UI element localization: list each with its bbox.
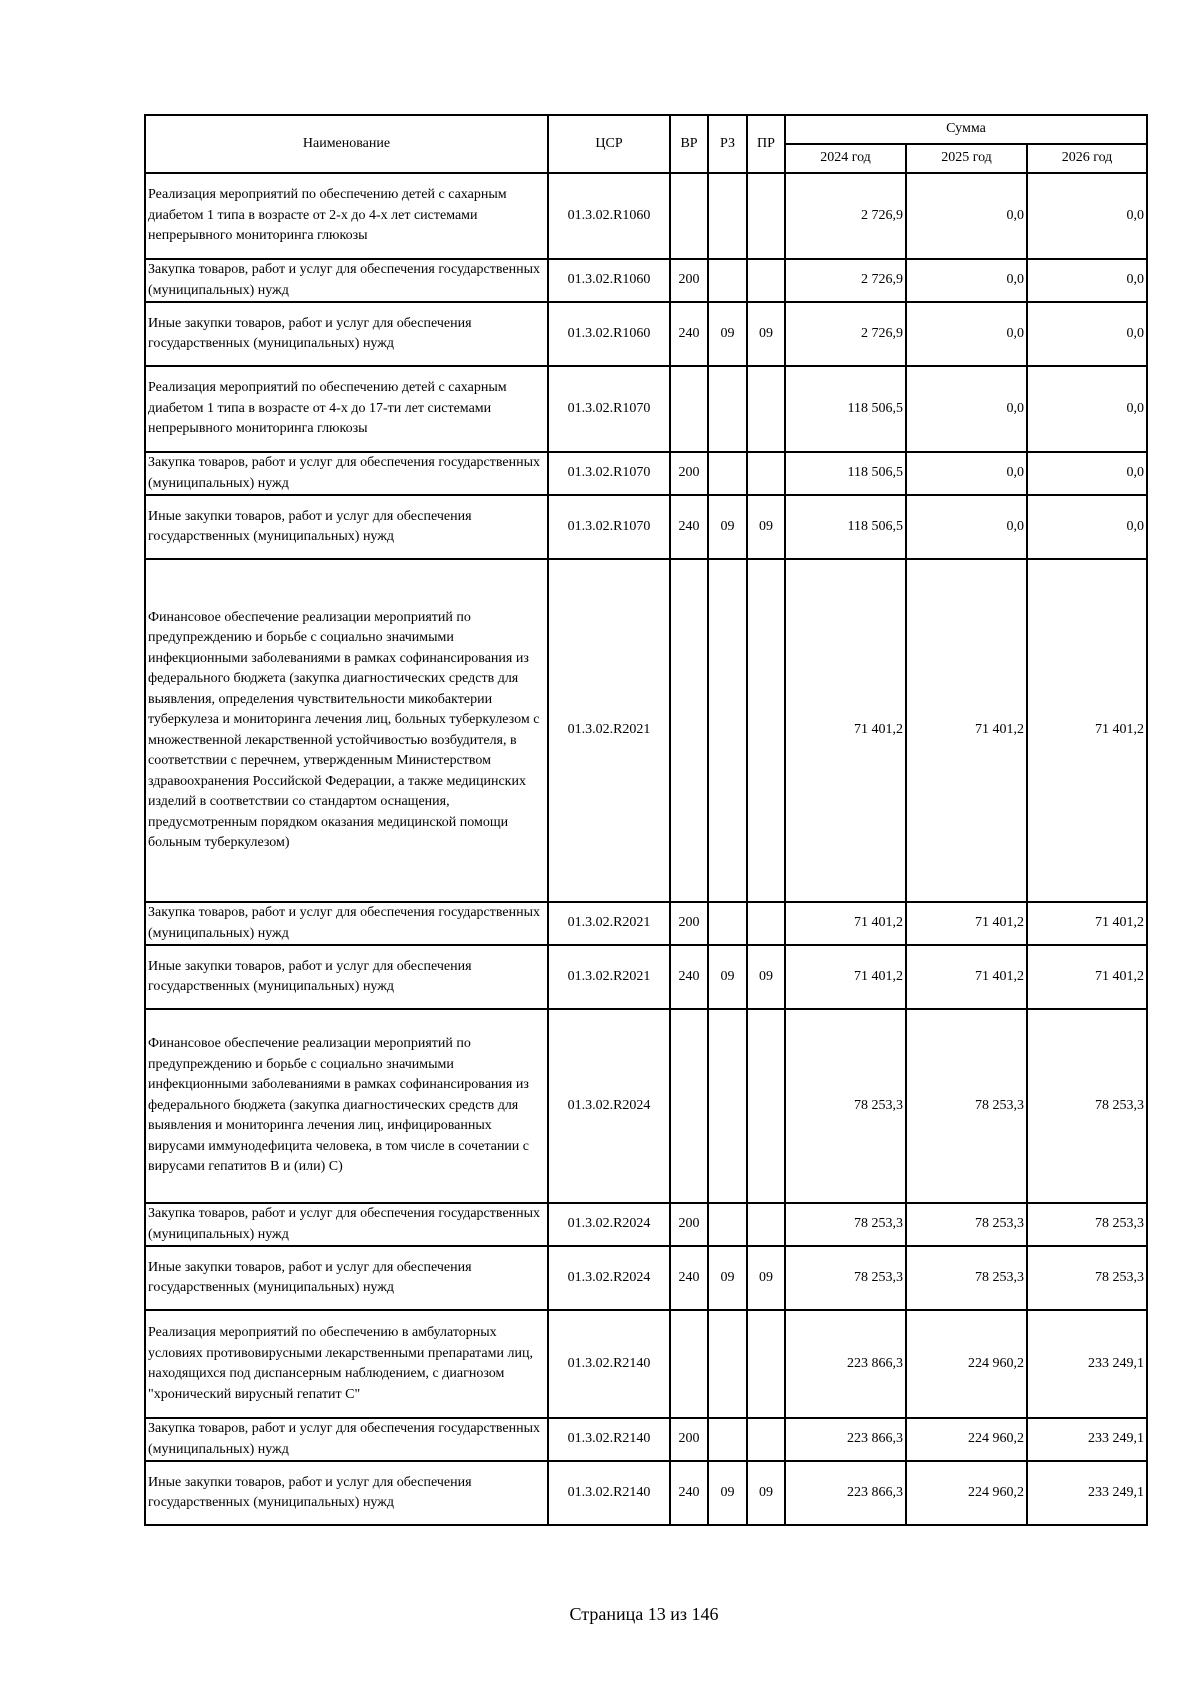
- row-sum-2026: 78 253,3: [1027, 1009, 1147, 1203]
- table-row: [145, 495, 1147, 559]
- row-sum-2026: 71 401,2: [1027, 559, 1147, 902]
- row-csr: 01.3.02.R2140: [548, 1461, 670, 1525]
- table-row: [145, 1418, 1147, 1461]
- row-name: Иные закупки товаров, работ и услуг для обеспечения государственных (муниципальных) нужд: [145, 945, 548, 1009]
- row-sum-2026: 0,0: [1027, 366, 1147, 452]
- row-name: Финансовое обеспечение реализации мероприятий по предупреждению и борьбе с социально значимыми инфекционными заболеваниями в рамках софинансирования из федерального бюджета (закупка диагностических средств для выявления, определения чувствительности микобактерии туберкулеза и мониторинга лечения лиц, больных туберкулезом с множественной лекарственной устойчивостью возбудителя, в соответствии с перечнем, утвержденным Министерством здравоохранения Российской Федерации, а также медицинских изделий в соответствии со стандартом оснащения, предусмотренным порядком оказания медицинской помощи больным туберкулезом): [145, 559, 548, 902]
- row-csr: 01.3.02.R2021: [548, 945, 670, 1009]
- row-name: Закупка товаров, работ и услуг для обеспечения государственных (муниципальных) нужд: [145, 1418, 548, 1461]
- row-sum-2026: 71 401,2: [1027, 902, 1147, 945]
- row-sum-2025: 71 401,2: [906, 902, 1027, 945]
- row-rz: [708, 452, 747, 495]
- row-pr: [747, 1009, 785, 1203]
- row-sum-2026: 0,0: [1027, 495, 1147, 559]
- row-rz: 09: [708, 302, 747, 366]
- row-rz: [708, 1009, 747, 1203]
- row-vr: 240: [670, 1246, 708, 1310]
- header-csr: ЦСР: [548, 115, 670, 173]
- row-pr: [747, 1203, 785, 1246]
- row-sum-2024: 223 866,3: [785, 1461, 906, 1525]
- row-sum-2024: 71 401,2: [785, 559, 906, 902]
- row-vr: [670, 173, 708, 259]
- row-vr: [670, 366, 708, 452]
- table-row: [145, 1461, 1147, 1525]
- row-name: Иные закупки товаров, работ и услуг для обеспечения государственных (муниципальных) нужд: [145, 1461, 548, 1525]
- row-csr: 01.3.02.R2024: [548, 1246, 670, 1310]
- row-sum-2024: 118 506,5: [785, 452, 906, 495]
- row-csr: 01.3.02.R1070: [548, 495, 670, 559]
- header-name: Наименование: [145, 115, 548, 173]
- row-sum-2026: 71 401,2: [1027, 945, 1147, 1009]
- row-vr: [670, 1009, 708, 1203]
- row-sum-2025: 0,0: [906, 495, 1027, 559]
- row-sum-2024: 118 506,5: [785, 366, 906, 452]
- row-sum-2025: 78 253,3: [906, 1246, 1027, 1310]
- row-csr: 01.3.02.R1070: [548, 366, 670, 452]
- header-pr: ПР: [747, 115, 785, 173]
- row-pr: 09: [747, 495, 785, 559]
- row-vr: 200: [670, 902, 708, 945]
- row-name: Реализация мероприятий по обеспечению детей с сахарным диабетом 1 типа в возрасте от 2-х до 4-х лет системами непрерывного мониторинга глюкозы: [145, 173, 548, 259]
- row-name: Закупка товаров, работ и услуг для обеспечения государственных (муниципальных) нужд: [145, 259, 548, 302]
- row-rz: [708, 559, 747, 902]
- row-name: Реализация мероприятий по обеспечению детей с сахарным диабетом 1 типа в возрасте от 4-х до 17-ти лет системами непрерывного мониторинга глюкозы: [145, 366, 548, 452]
- row-vr: 200: [670, 452, 708, 495]
- row-name: Закупка товаров, работ и услуг для обеспечения государственных (муниципальных) нужд: [145, 452, 548, 495]
- budget-table: [144, 114, 1148, 1526]
- table-row: [145, 173, 1147, 259]
- row-pr: [747, 452, 785, 495]
- row-rz: 09: [708, 1246, 747, 1310]
- row-name: Закупка товаров, работ и услуг для обеспечения государственных (муниципальных) нужд: [145, 902, 548, 945]
- row-sum-2024: 78 253,3: [785, 1246, 906, 1310]
- row-sum-2026: 233 249,1: [1027, 1310, 1147, 1418]
- table-row: [145, 559, 1147, 902]
- row-csr: 01.3.02.R2021: [548, 902, 670, 945]
- row-vr: 240: [670, 495, 708, 559]
- page-number: Страница 13 из 146: [569, 1604, 719, 1624]
- row-pr: 09: [747, 945, 785, 1009]
- row-sum-2025: 224 960,2: [906, 1461, 1027, 1525]
- table-row: [145, 1246, 1147, 1310]
- row-rz: [708, 366, 747, 452]
- row-vr: 200: [670, 1418, 708, 1461]
- row-csr: 01.3.02.R2140: [548, 1310, 670, 1418]
- row-csr: 01.3.02.R2024: [548, 1203, 670, 1246]
- row-sum-2026: 0,0: [1027, 259, 1147, 302]
- row-name: Закупка товаров, работ и услуг для обеспечения государственных (муниципальных) нужд: [145, 1203, 548, 1246]
- row-pr: [747, 173, 785, 259]
- row-pr: [747, 1310, 785, 1418]
- row-sum-2025: 78 253,3: [906, 1203, 1027, 1246]
- row-name: Реализация мероприятий по обеспечению в амбулаторных условиях противовирусными лекарственными препаратами лиц, находящихся под диспансерным наблюдением, с диагнозом "хронический вирусный гепатит C": [145, 1310, 548, 1418]
- table-body: [145, 173, 1147, 1525]
- row-csr: 01.3.02.R1060: [548, 259, 670, 302]
- table-row: [145, 259, 1147, 302]
- row-pr: [747, 1418, 785, 1461]
- table-row: [145, 1310, 1147, 1418]
- row-sum-2025: 224 960,2: [906, 1418, 1027, 1461]
- row-rz: [708, 173, 747, 259]
- row-sum-2024: 2 726,9: [785, 173, 906, 259]
- row-sum-2024: 223 866,3: [785, 1310, 906, 1418]
- row-rz: [708, 1418, 747, 1461]
- row-vr: 200: [670, 259, 708, 302]
- row-csr: 01.3.02.R1060: [548, 173, 670, 259]
- row-sum-2025: 78 253,3: [906, 1009, 1027, 1203]
- row-sum-2026: 78 253,3: [1027, 1246, 1147, 1310]
- table-row: [145, 366, 1147, 452]
- row-pr: [747, 902, 785, 945]
- row-sum-2025: 0,0: [906, 259, 1027, 302]
- row-name: Иные закупки товаров, работ и услуг для обеспечения государственных (муниципальных) нужд: [145, 495, 548, 559]
- row-sum-2024: 71 401,2: [785, 945, 906, 1009]
- row-vr: 240: [670, 945, 708, 1009]
- header-year-2025: 2025 год: [906, 144, 1027, 173]
- row-csr: 01.3.02.R1060: [548, 302, 670, 366]
- row-vr: 200: [670, 1203, 708, 1246]
- table-row: [145, 945, 1147, 1009]
- table-row: [145, 902, 1147, 945]
- row-vr: 240: [670, 1461, 708, 1525]
- row-rz: [708, 1310, 747, 1418]
- row-sum-2024: 118 506,5: [785, 495, 906, 559]
- row-pr: [747, 559, 785, 902]
- row-sum-2025: 71 401,2: [906, 945, 1027, 1009]
- header-vr: ВР: [670, 115, 708, 173]
- row-rz: 09: [708, 495, 747, 559]
- header-sum: Сумма: [785, 115, 1147, 144]
- row-sum-2025: 0,0: [906, 302, 1027, 366]
- row-rz: 09: [708, 945, 747, 1009]
- row-name: Иные закупки товаров, работ и услуг для обеспечения государственных (муниципальных) нужд: [145, 302, 548, 366]
- row-sum-2026: 233 249,1: [1027, 1461, 1147, 1525]
- row-pr: 09: [747, 1461, 785, 1525]
- row-sum-2024: 78 253,3: [785, 1203, 906, 1246]
- row-rz: 09: [708, 1461, 747, 1525]
- row-csr: 01.3.02.R2140: [548, 1418, 670, 1461]
- table-row: [145, 452, 1147, 495]
- table-row: [145, 1203, 1147, 1246]
- row-pr: [747, 259, 785, 302]
- row-sum-2024: 71 401,2: [785, 902, 906, 945]
- row-sum-2025: 71 401,2: [906, 559, 1027, 902]
- table-row: [145, 302, 1147, 366]
- row-pr: [747, 366, 785, 452]
- row-csr: 01.3.02.R2021: [548, 559, 670, 902]
- row-rz: [708, 259, 747, 302]
- row-sum-2024: 2 726,9: [785, 259, 906, 302]
- row-sum-2026: 78 253,3: [1027, 1203, 1147, 1246]
- row-vr: 240: [670, 302, 708, 366]
- row-name: Финансовое обеспечение реализации мероприятий по предупреждению и борьбе с социально значимыми инфекционными заболеваниями в рамках софинансирования из федерального бюджета (закупка диагностических средств для выявления и мониторинга лечения лиц, инфицированных вирусами иммунодефицита человека, в том числе в сочетании с вирусами гепатитов B и (или) C): [145, 1009, 548, 1203]
- row-name: Иные закупки товаров, работ и услуг для обеспечения государственных (муниципальных) нужд: [145, 1246, 548, 1310]
- row-sum-2024: 2 726,9: [785, 302, 906, 366]
- row-sum-2025: 0,0: [906, 366, 1027, 452]
- row-vr: [670, 1310, 708, 1418]
- row-sum-2026: 0,0: [1027, 302, 1147, 366]
- row-sum-2026: 0,0: [1027, 452, 1147, 495]
- header-rz: РЗ: [708, 115, 747, 173]
- row-rz: [708, 902, 747, 945]
- row-sum-2026: 233 249,1: [1027, 1418, 1147, 1461]
- row-sum-2025: 224 960,2: [906, 1310, 1027, 1418]
- row-sum-2024: 78 253,3: [785, 1009, 906, 1203]
- row-pr: 09: [747, 1246, 785, 1310]
- header-year-2026: 2026 год: [1027, 144, 1147, 173]
- row-sum-2026: 0,0: [1027, 173, 1147, 259]
- row-csr: 01.3.02.R2024: [548, 1009, 670, 1203]
- table-row: [145, 1009, 1147, 1203]
- row-vr: [670, 559, 708, 902]
- row-sum-2025: 0,0: [906, 452, 1027, 495]
- header-year-2024: 2024 год: [785, 144, 906, 173]
- row-csr: 01.3.02.R1070: [548, 452, 670, 495]
- row-rz: [708, 1203, 747, 1246]
- row-sum-2024: 223 866,3: [785, 1418, 906, 1461]
- row-pr: 09: [747, 302, 785, 366]
- row-sum-2025: 0,0: [906, 173, 1027, 259]
